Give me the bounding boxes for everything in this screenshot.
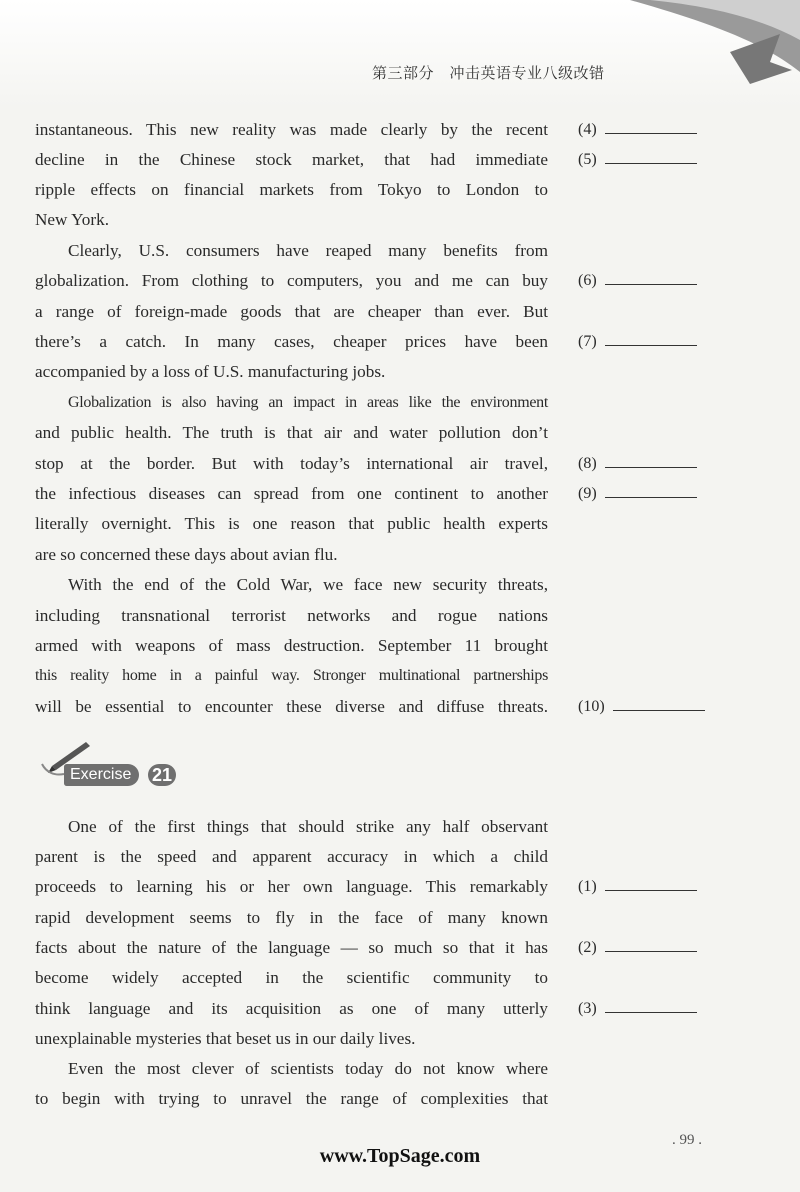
answer-blank [578,327,697,357]
text-line: think language and its acquisition as one of many utterly [35,999,548,1018]
text-line: become widely accepted in the scientific community to [35,968,548,987]
text-line: Even the most clever of scientists today do not know where [68,1059,548,1078]
text-line: instantaneous. This new reality was made clearly by the recent [35,120,548,139]
text-line: proceeds to learning his or her own language. This remarkably [35,877,548,896]
answer-blank-number: (6) [578,272,597,289]
text-line: decline in the Chinese stock market, that had immediate [35,150,548,169]
footer-url: www.TopSage.com [319,1145,481,1167]
exercise-label: Exercise [64,764,139,786]
text-line: will be essential to encounter these diverse and diffuse threats. [35,697,548,716]
text-line: are so concerned these days about avian flu. [35,545,338,564]
text-line: ripple effects on financial markets from Tokyo to London to [35,180,548,199]
answer-blank-number: (9) [578,485,597,502]
text-line: and public health. The truth is that air and water pollution don’t [35,423,548,442]
text-line: globalization. From clothing to computers, you and me can buy [35,271,548,290]
answer-blank [578,994,697,1024]
text-line: With the end of the Cold War, we face new security threats, [68,575,548,594]
text-line: facts about the nature of the language — so much so that it has [35,938,548,957]
text-line: to begin with trying to unravel the range of complexities that [35,1089,548,1108]
text-line: armed with weapons of mass destruction. September 11 brought [35,636,548,655]
text-line: there’s a catch. In many cases, cheaper prices have been [35,332,548,351]
text-line: parent is the speed and apparent accuracy in which a child [35,847,548,866]
answer-blank [578,692,705,722]
text-line: Clearly, U.S. consumers have reaped many benefits from [68,241,548,260]
answer-blank-number: (4) [578,121,597,138]
answer-blank-number: (1) [578,878,597,895]
answer-blank [578,933,697,963]
text-line: literally overnight. This is one reason that public health experts [35,514,548,533]
text-line: rapid development seems to fly in the face of many known [35,908,548,927]
text-line: the infectious diseases can spread from one continent to another [35,484,548,503]
answer-blank [578,115,697,145]
text-line: stop at the border. But with today’s international air travel, [35,454,548,473]
text-line: accompanied by a loss of U.S. manufacturing jobs. [35,362,386,381]
text-line: including transnational terrorist networks and rogue nations [35,606,548,625]
running-head: 第三部分 冲击英语专业八级改错 [372,64,605,82]
header-swoosh-decoration [610,0,800,100]
answer-blank-number: (3) [578,1000,597,1017]
answer-blank [578,145,697,175]
exercise-heading [38,736,188,800]
answer-blank [578,266,697,296]
text-line: a range of foreign-made goods that are cheaper than ever. But [35,302,548,321]
text-line: New York. [35,210,110,229]
exercise-number: 21 [148,764,176,786]
answer-blank-number: (8) [578,455,597,472]
page-number: . 99 . [672,1132,702,1148]
answer-blank [578,449,697,479]
text-line: Globalization is also having an impact in areas like the environment [68,394,548,411]
answer-blank [578,479,697,509]
answer-blank [578,872,697,902]
answer-blank-number: (10) [578,698,605,715]
text-line: unexplainable mysteries that beset us in our daily lives. [35,1029,416,1048]
text-line: this reality home in a painful way. Stronger multinational partnerships [35,667,548,684]
answer-blank-number: (5) [578,151,597,168]
answer-blank-number: (2) [578,939,597,956]
text-line: One of the first things that should strike any half observant [68,817,548,836]
answer-blank-number: (7) [578,333,597,350]
